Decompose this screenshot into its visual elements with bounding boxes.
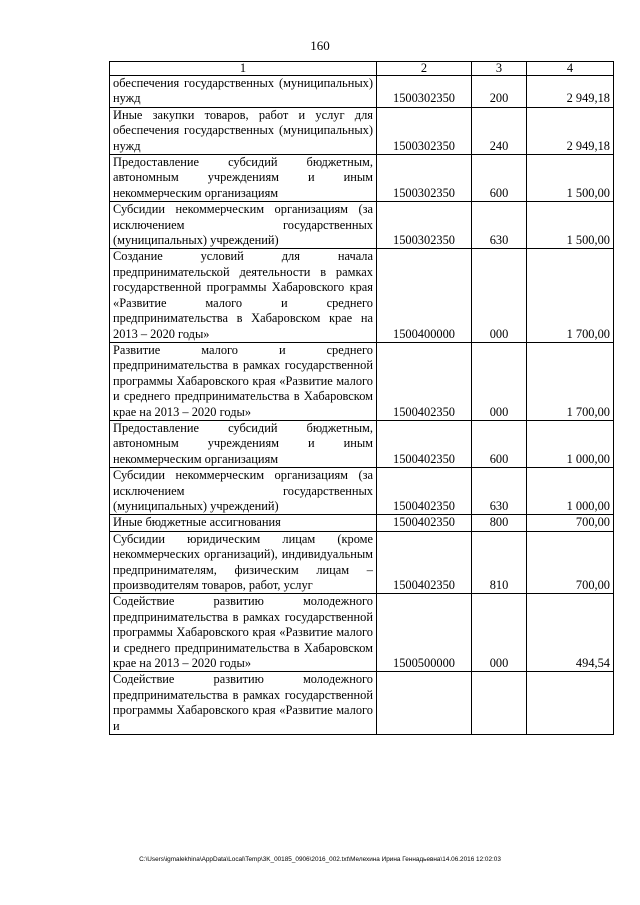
row-amount-cell: 494,54 (527, 594, 614, 672)
row-amount-cell: 1 000,00 (527, 468, 614, 515)
row-amount-cell: 2 949,18 (527, 107, 614, 154)
table-row (110, 107, 614, 154)
row-code-cell: 1500500000 (377, 594, 472, 672)
row-code-cell: 1500402350 (377, 531, 472, 594)
header-col-1: 1 (110, 62, 377, 76)
row-name-cell: Развитие малого и среднего предпринимательства в рамках государственной программы Хабаровского края «Развитие малого и среднего предпринимательства в Хабаровском крае на 2013 – 2020 годы» (110, 342, 377, 420)
budget-table (109, 61, 614, 735)
table-header-row (110, 62, 614, 76)
row-name-cell: Содействие развитию молодежного предпринимательства в рамках государственной программы Хабаровского края «Развитие малого и (110, 672, 377, 735)
row-name-cell: Содействие развитию молодежного предпринимательства в рамках государственной программы Хабаровского края «Развитие малого и среднего предпринимательства в Хабаровском крае на 2013 – 2020 годы» (110, 594, 377, 672)
row-code-cell (377, 672, 472, 735)
header-col-4: 4 (527, 62, 614, 76)
table-row (110, 594, 614, 672)
row-code-cell: 1500402350 (377, 420, 472, 467)
row-type-cell (472, 672, 527, 735)
row-type-cell: 630 (472, 468, 527, 515)
header-col-2: 2 (377, 62, 472, 76)
row-type-cell: 600 (472, 155, 527, 202)
row-name-cell: Предоставление субсидий бюджетным, автономным учреждениям и иным некоммерческим организациям (110, 155, 377, 202)
row-type-cell: 240 (472, 107, 527, 154)
row-code-cell: 1500402350 (377, 468, 472, 515)
header-col-3: 3 (472, 62, 527, 76)
table-row (110, 672, 614, 735)
row-code-cell: 1500302350 (377, 76, 472, 108)
budget-table-body (110, 62, 614, 735)
row-type-cell: 000 (472, 249, 527, 342)
row-type-cell: 000 (472, 342, 527, 420)
page-number: 160 (310, 38, 330, 53)
table-row (110, 531, 614, 594)
row-type-cell: 800 (472, 515, 527, 531)
row-code-cell: 1500302350 (377, 155, 472, 202)
row-amount-cell: 700,00 (527, 531, 614, 594)
table-row (110, 515, 614, 531)
row-name-cell: Иные закупки товаров, работ и услуг для обеспечения государственных (муниципальных) нужд (110, 107, 377, 154)
table-row (110, 202, 614, 249)
row-name-cell: Иные бюджетные ассигнования (110, 515, 377, 531)
row-name-cell: Субсидии некоммерческим организациям (за исключением государственных (муниципальных) учреждений) (110, 468, 377, 515)
row-type-cell: 630 (472, 202, 527, 249)
row-code-cell: 1500402350 (377, 515, 472, 531)
row-code-cell: 1500400000 (377, 249, 472, 342)
row-amount-cell: 1 500,00 (527, 202, 614, 249)
row-amount-cell: 2 949,18 (527, 76, 614, 108)
table-row (110, 155, 614, 202)
row-name-cell: обеспечения государственных (муниципальных) нужд (110, 76, 377, 108)
row-name-cell: Создание условий для начала предпринимательской деятельности в рамках государственной программы Хабаровского края «Развитие малого и среднего предпринимательства в Хабаровском крае на 2013 – 2020 годы» (110, 249, 377, 342)
table-row (110, 76, 614, 108)
row-name-cell: Предоставление субсидий бюджетным, автономным учреждениям и иным некоммерческим организациям (110, 420, 377, 467)
row-type-cell: 200 (472, 76, 527, 108)
row-code-cell: 1500302350 (377, 202, 472, 249)
row-code-cell: 1500402350 (377, 342, 472, 420)
row-amount-cell: 1 000,00 (527, 420, 614, 467)
table-row (110, 468, 614, 515)
row-amount-cell: 1 700,00 (527, 342, 614, 420)
file-path-footer: C:\Users\igmalekhina\AppData\Local\Temp\3K_00185_0906\2016_002.txt\Мелехина Ирина Геннадьевна\14.06.2016 12:02:03 (139, 856, 501, 863)
row-type-cell: 810 (472, 531, 527, 594)
table-row (110, 342, 614, 420)
table-row (110, 420, 614, 467)
row-amount-cell: 1 700,00 (527, 249, 614, 342)
row-name-cell: Субсидии некоммерческим организациям (за исключением государственных (муниципальных) учреждений) (110, 202, 377, 249)
row-type-cell: 600 (472, 420, 527, 467)
row-amount-cell: 1 500,00 (527, 155, 614, 202)
row-code-cell: 1500302350 (377, 107, 472, 154)
table-row (110, 249, 614, 342)
row-name-cell: Субсидии юридическим лицам (кроме некоммерческих организаций), индивидуальным предпринимателям, физическим лицам – производителям товаров, работ, услуг (110, 531, 377, 594)
row-amount-cell (527, 672, 614, 735)
row-amount-cell: 700,00 (527, 515, 614, 531)
row-type-cell: 000 (472, 594, 527, 672)
